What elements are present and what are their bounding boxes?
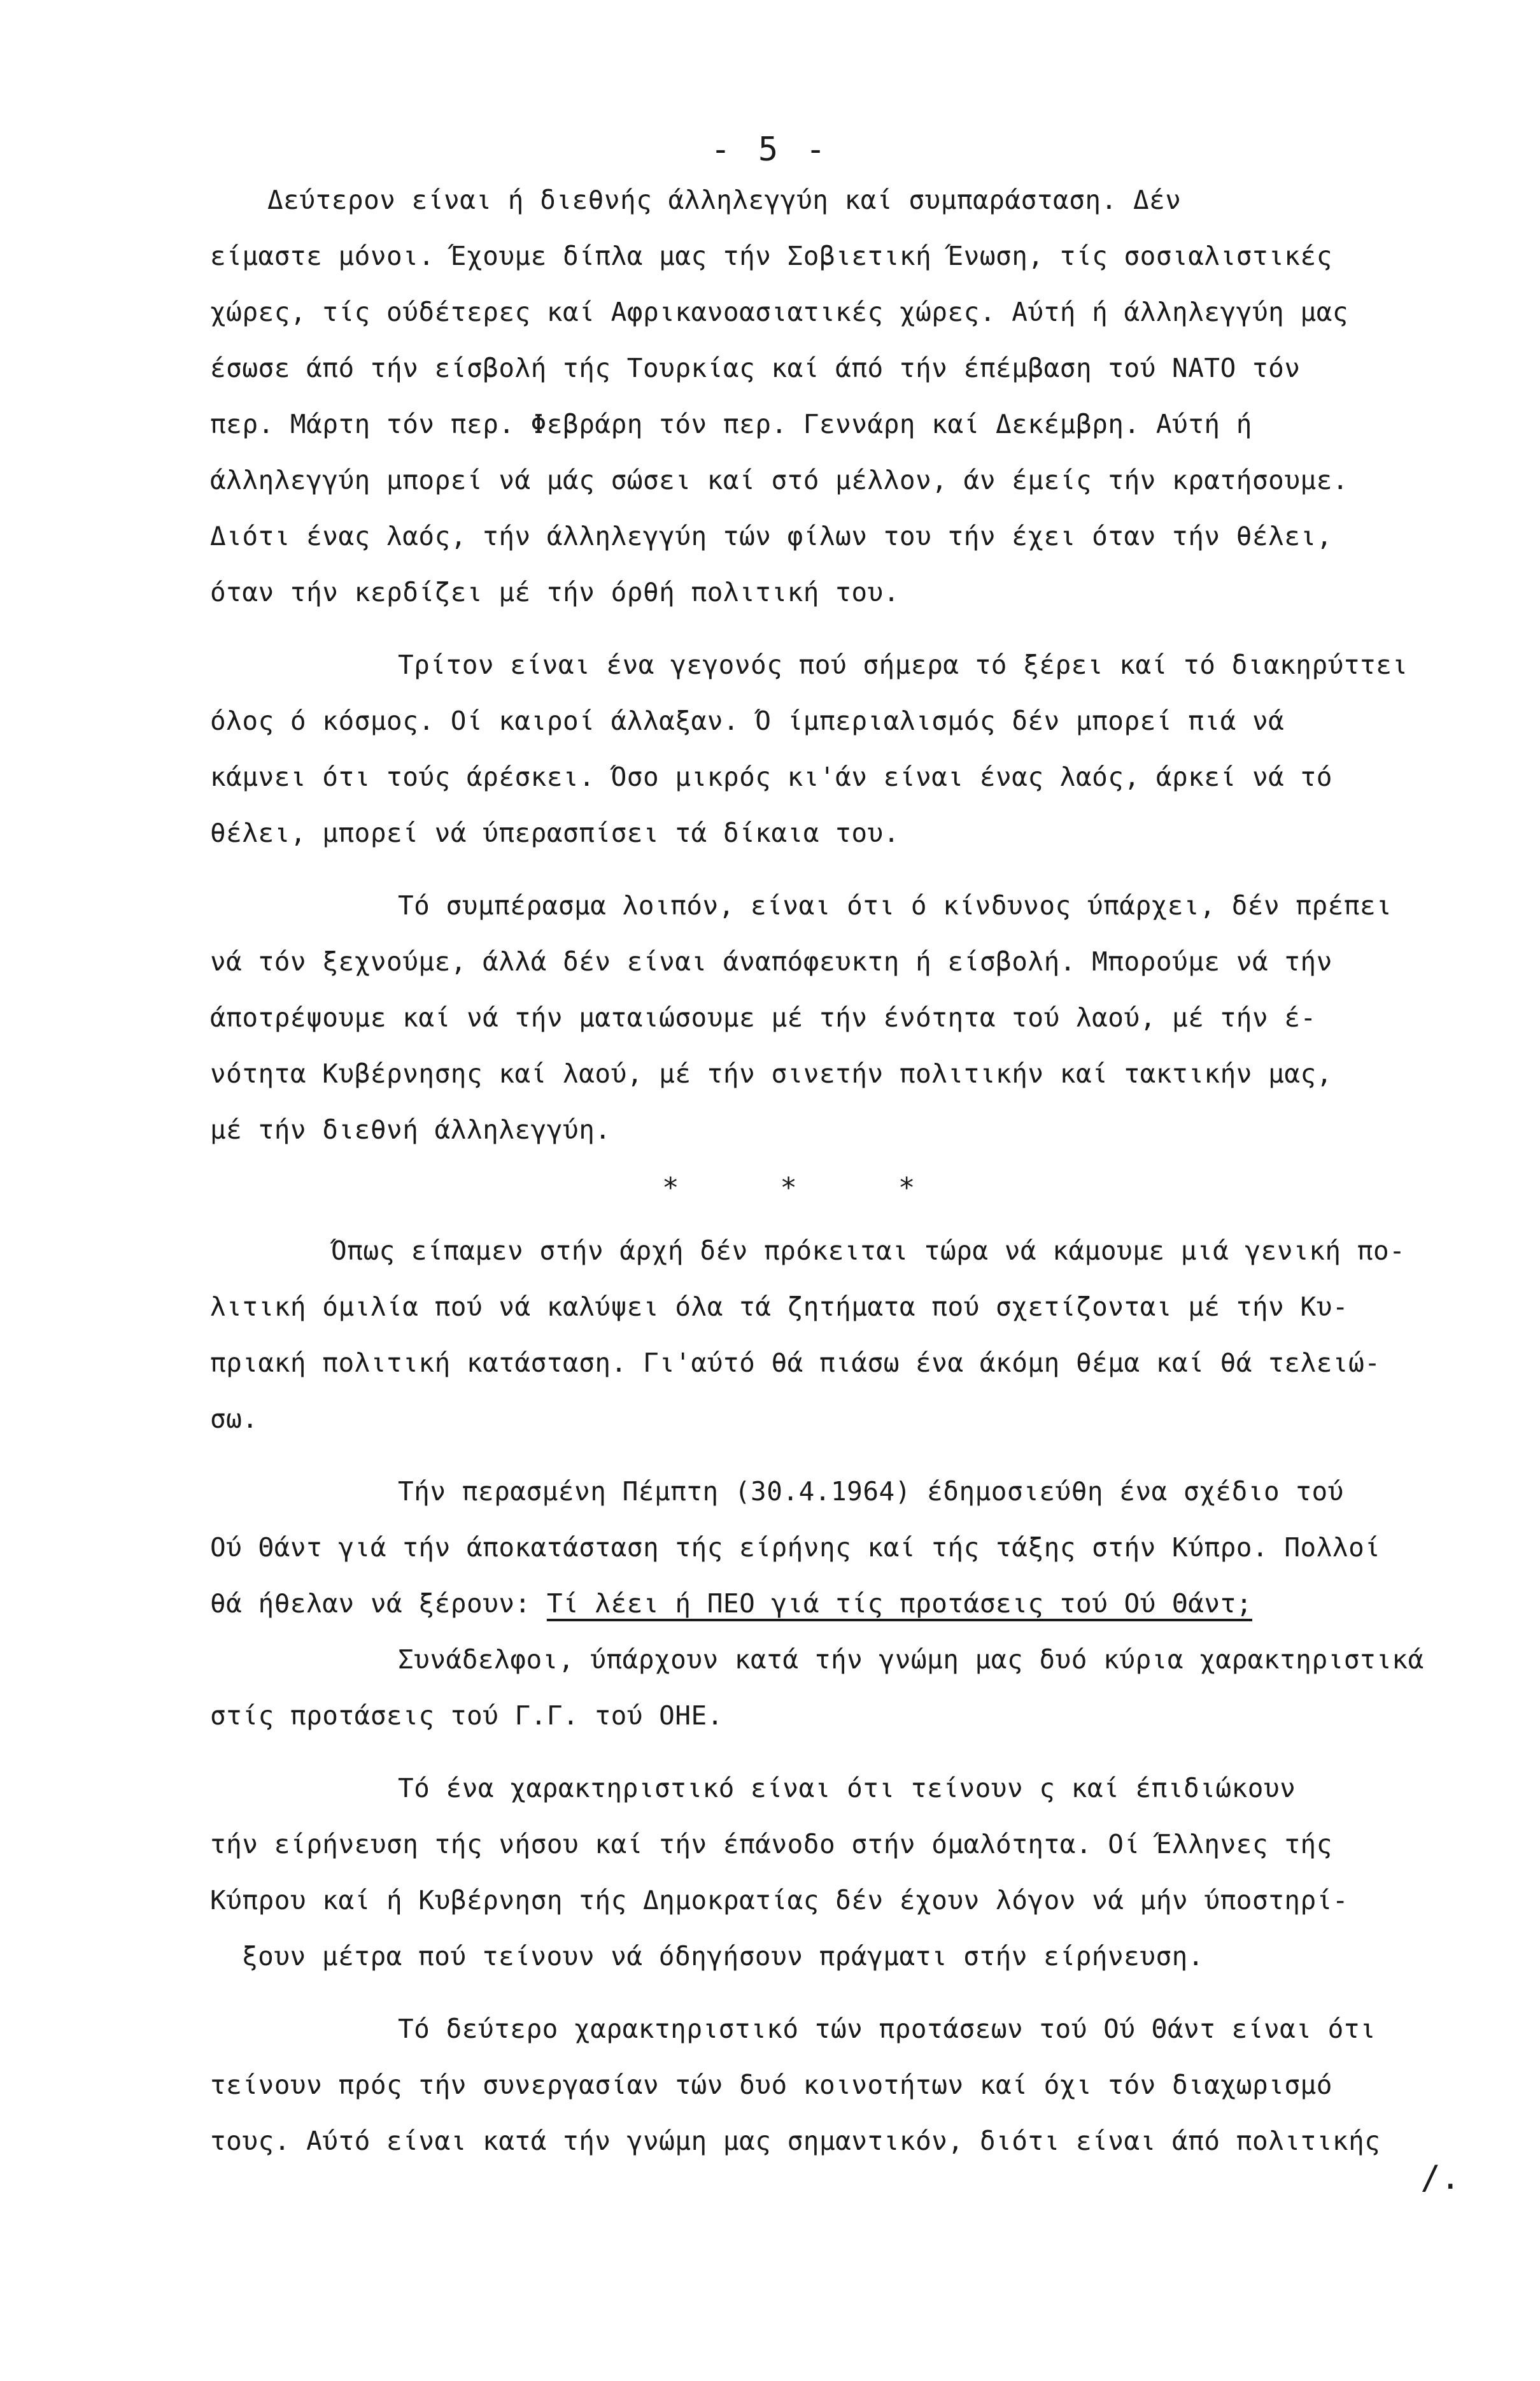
text-line: τήν είρήνευση τής νήσου καί τήν έπάνοδο στήν όμαλότητα. Οί Έλληνες τής [210,1829,1332,1859]
text-line: περ. Μάρτη τόν περ. Φεβράρη τόν περ. Γεννάρη καί Δεκέμβρη. Αύτή ή [210,409,1252,439]
continuation-mark: /. [1420,2159,1460,2197]
text-line: νότητα Κυβέρνησης καί λαού, μέ τήν σινετήν πολιτικήν καί τακτικήν μας, [210,1058,1332,1089]
underlined-question: Τί λέει ή ΠΕΟ γιά τίς προτάσεις τού Ού Θάντ; [546,1588,1252,1619]
text-line-start: θά ήθελαν νά ξέρουν: [210,1588,531,1619]
text-line: θέλει, μπορεί νά ύπερασπίσει τά δίκαια του. [210,818,900,848]
text-line-with-question [210,1588,1252,1619]
text-line: Ού Θάντ γιά τήν άποκατάσταση τής είρήνης καί τής τάξης στήν Κύπρο. Πολλοί [210,1532,1381,1563]
text-line: στίς προτάσεις τού Γ.Γ. τού ΟΗΕ. [210,1700,723,1731]
text-line: είμαστε μόνοι. Έχουμε δίπλα μας τήν Σοβιετική Ένωση, τίς σοσιαλιστικές [210,241,1332,271]
text-line: ξουν μέτρα πού τείνουν νά όδηγήσουν πράγματι στήν είρήνευση. [242,1941,1204,1972]
text-line: έσωσε άπό τήν είσβολή τής Τουρκίας καί άπό τήν έπέμβαση τού ΝΑΤΟ τόν [210,353,1301,383]
text-line: όταν τήν κερδίζει μέ τήν όρθή πολιτική του. [210,577,900,608]
text-line: τους. Αύτό είναι κατά τήν γνώμη μας σημαντικόν, διότι είναι άπό πολιτικής [210,2126,1381,2156]
text-line: Τό δεύτερο χαρακτηριστικό τών προτάσεων τού Ού Θάντ είναι ότι [398,2014,1376,2044]
text-line: μέ τήν διεθνή άλληλεγγύη. [210,1114,611,1145]
text-line: όλος ό κόσμος. Οί καιροί άλλαξαν. Ό ίμπεριαλισμός δέν μπορεί πιά νά [210,706,1285,736]
text-line: πριακή πολιτική κατάσταση. Γι'αύτό θά πιάσω ένα άκόμη θέμα καί θά τελειώ- [210,1347,1381,1378]
section-divider: * * * [662,1172,915,1204]
text-line: χώρες, τίς ούδέτερες καί Αφρικανοασιατικές χώρες. Αύτή ή άλληλεγγύη μας [210,297,1349,327]
text-line: Συνάδελφοι, ύπάρχουν κατά τήν γνώμη μας δυό κύρια χαρακτηριστικά [398,1644,1424,1675]
text-line: Τήν περασμένη Πέμπτη (30.4.1964) έδημοσιεύθη ένα σχέδιο τού [398,1476,1344,1507]
text-line: λιτική όμιλία πού νά καλύψει όλα τά ζητήματα πού σχετίζονται μέ τήν Κυ- [210,1291,1349,1322]
text-line: Κύπρου καί ή Κυβέρνηση τής Δημοκρατίας δέν έχουν λόγον νά μήν ύποστηρί- [210,1885,1349,1915]
text-line: Τό ένα χαρακτηριστικό είναι ότι τείνουν ς καί έπιδιώκουν [398,1773,1296,1803]
text-line: Τό συμπέρασμα λοιπόν, είναι ότι ό κίνδυνος ύπάρχει, δέν πρέπει [398,890,1392,921]
text-line: άποτρέψουμε καί νά τήν ματαιώσουμε μέ τήν ένότητα τού λαού, μέ τήν έ- [210,1002,1317,1033]
text-line: τείνουν πρός τήν συνεργασίαν τών δυό κοινοτήτων καί όχι τόν διαχωρισμό [210,2070,1332,2100]
text-line: Όπως είπαμεν στήν άρχή δέν πρόκειται τώρα νά κάμουμε μιά γενική πο- [331,1235,1406,1266]
text-line: κάμνει ότι τούς άρέσκει. Όσο μικρός κι'άν είναι ένας λαός, άρκεί νά τό [210,762,1332,792]
text-line: Δεύτερον είναι ή διεθνής άλληλεγγύη καί συμπαράσταση. Δέν [267,185,1182,215]
text-line: Διότι ένας λαός, τήν άλληλεγγύη τών φίλων του τήν έχει όταν τήν θέλει, [210,521,1332,551]
text-line: σω. [210,1404,258,1434]
text-line: Τρίτον είναι ένα γεγονός πού σήμερα τό ξέρει καί τό διακηρύττει [398,650,1408,680]
text-line: νά τόν ξεχνούμε, άλλά δέν είναι άναπόφευκτη ή είσβολή. Μπορούμε νά τήν [210,946,1332,977]
page-number: - 5 - [710,131,830,169]
text-line: άλληλεγγύη μπορεί νά μάς σώσει καί στό μέλλον, άν έμείς τήν κρατήσουμε. [210,465,1349,495]
